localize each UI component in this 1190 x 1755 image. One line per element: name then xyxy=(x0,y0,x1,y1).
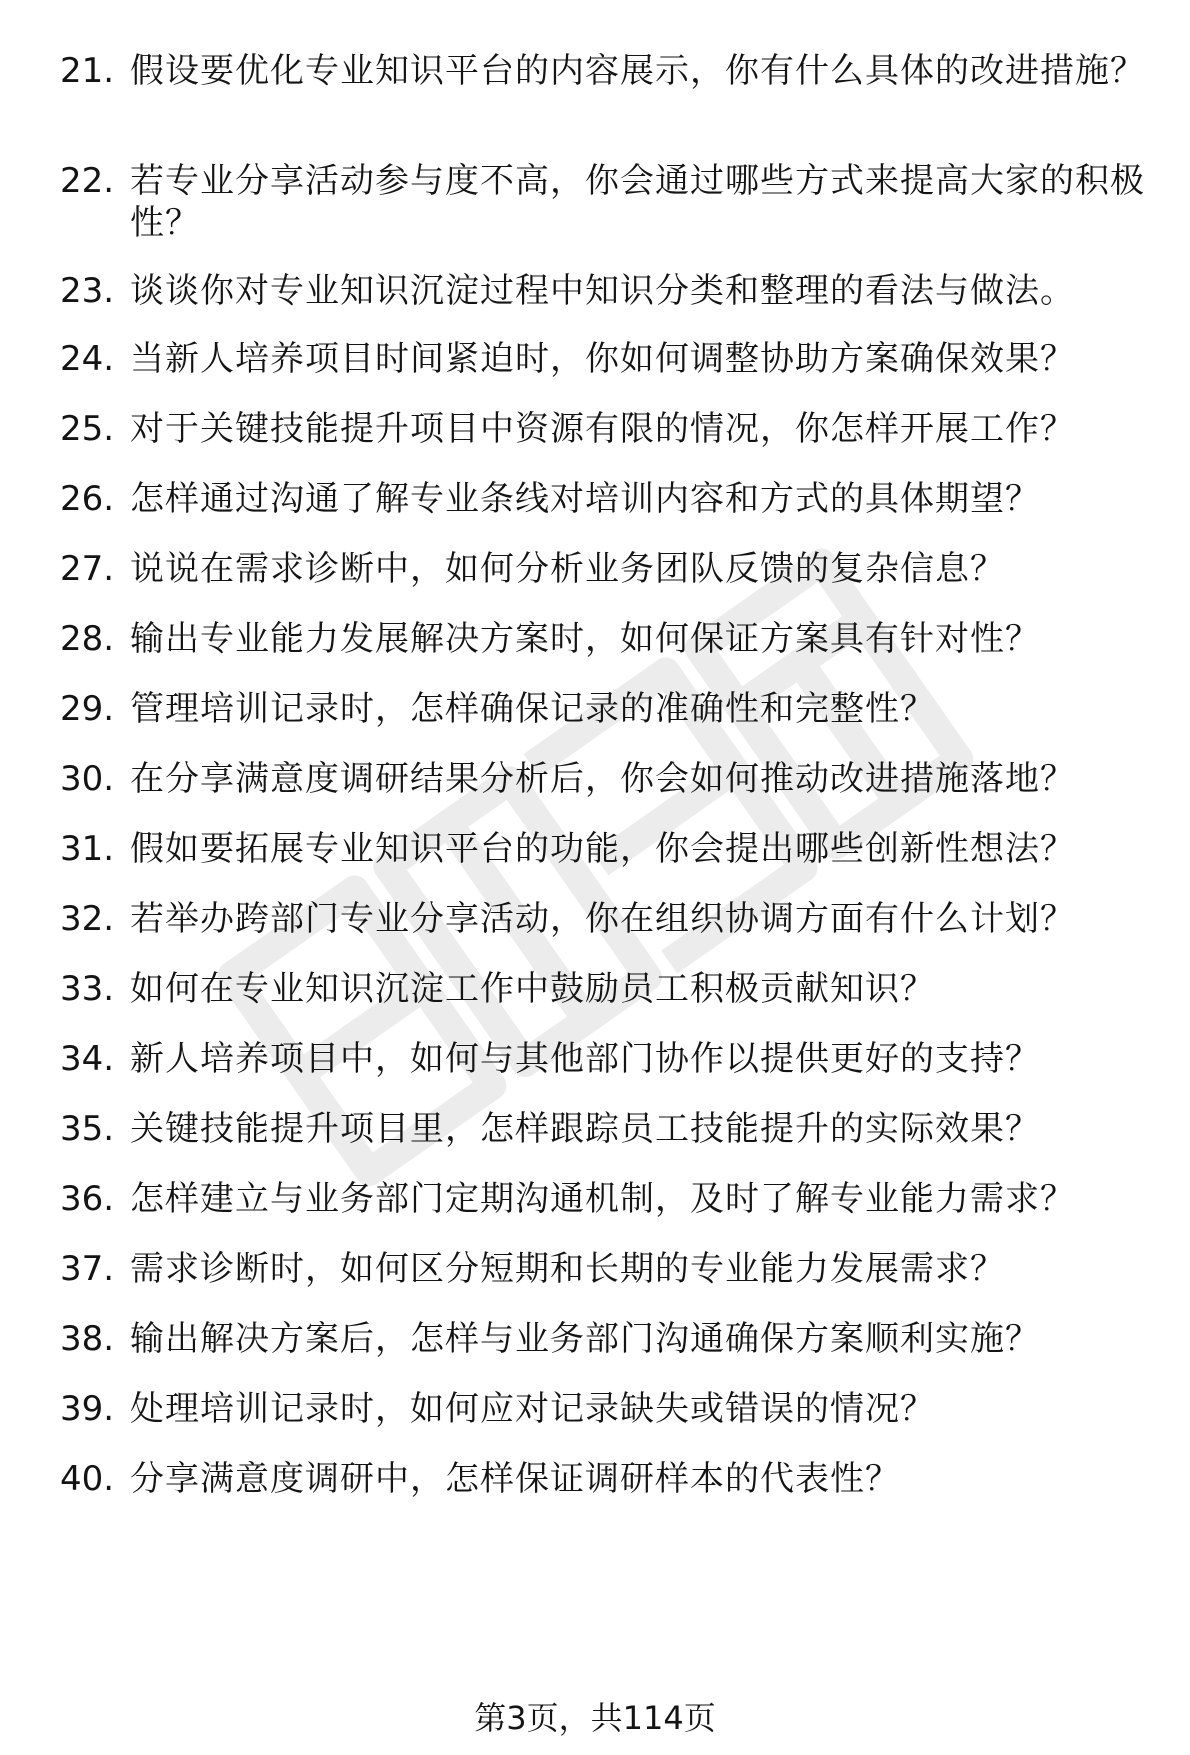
question-number: 38. xyxy=(60,1319,115,1359)
question-text: 假如要拓展专业知识平台的功能，你会提出哪些创新性想法？ xyxy=(130,829,1075,869)
question-number: 23. xyxy=(60,271,115,311)
question-number: 26. xyxy=(60,479,115,519)
list-item xyxy=(60,688,1150,730)
question-text: 怎样通过沟通了解专业条线对培训内容和方式的具体期望？ xyxy=(130,479,1040,519)
question-text: 需求诊断时，如何区分短期和长期的专业能力发展需求？ xyxy=(130,1249,1005,1289)
question-number: 21. xyxy=(60,51,115,91)
list-item xyxy=(60,160,1150,244)
list-item xyxy=(60,618,1150,660)
question-text: 处理培训记录时，如何应对记录缺失或错误的情况？ xyxy=(130,1389,935,1429)
list-item xyxy=(60,548,1150,590)
list-item xyxy=(60,1248,1150,1290)
question-text: 如何在专业知识沉淀工作中鼓励员工积极贡献知识？ xyxy=(130,969,935,1009)
question-text: 假设要优化专业知识平台的内容展示，你有什么具体的改进措施？ xyxy=(130,51,1145,91)
question-number: 33. xyxy=(60,969,115,1009)
list-item xyxy=(60,1038,1150,1080)
page-number-footer: 第3页，共114页 xyxy=(474,1699,716,1737)
question-number: 37. xyxy=(60,1249,115,1289)
list-item xyxy=(60,898,1150,940)
list-item xyxy=(60,1388,1150,1430)
question-number: 24. xyxy=(60,339,115,379)
question-number: 36. xyxy=(60,1179,115,1219)
list-item xyxy=(60,270,1150,312)
question-text: 若专业分享活动参与度不高，你会通过哪些方式来提高大家的积极性？ xyxy=(130,161,1145,243)
question-number: 39. xyxy=(60,1389,115,1429)
question-text: 管理培训记录时，怎样确保记录的准确性和完整性？ xyxy=(130,689,935,729)
question-text: 当新人培养项目时间紧迫时，你如何调整协助方案确保效果？ xyxy=(130,339,1075,379)
list-item xyxy=(60,1178,1150,1220)
question-number: 31. xyxy=(60,829,115,869)
question-number: 27. xyxy=(60,549,115,589)
question-text: 输出专业能力发展解决方案时，如何保证方案具有针对性？ xyxy=(130,619,1040,659)
question-number: 22. xyxy=(60,161,115,201)
question-text: 说说在需求诊断中，如何分析业务团队反馈的复杂信息？ xyxy=(130,549,1005,589)
question-number: 28. xyxy=(60,619,115,659)
question-text: 分享满意度调研中，怎样保证调研样本的代表性？ xyxy=(130,1459,900,1499)
question-number: 40. xyxy=(60,1459,115,1499)
list-item xyxy=(60,828,1150,870)
question-text: 在分享满意度调研结果分析后，你会如何推动改进措施落地？ xyxy=(130,759,1075,799)
list-item xyxy=(60,338,1150,380)
question-text: 关键技能提升项目里，怎样跟踪员工技能提升的实际效果？ xyxy=(130,1109,1040,1149)
list-item xyxy=(60,1108,1150,1150)
list-item xyxy=(60,758,1150,800)
list-item xyxy=(60,50,1150,92)
question-text: 新人培养项目中，如何与其他部门协作以提供更好的支持？ xyxy=(130,1039,1040,1079)
question-text: 输出解决方案后，怎样与业务部门沟通确保方案顺利实施？ xyxy=(130,1319,1040,1359)
list-item xyxy=(60,408,1150,450)
question-text: 若举办跨部门专业分享活动，你在组织协调方面有什么计划？ xyxy=(130,899,1075,939)
question-text: 怎样建立与业务部门定期沟通机制，及时了解专业能力需求？ xyxy=(130,1179,1075,1219)
list-item xyxy=(60,1318,1150,1360)
list-item xyxy=(60,478,1150,520)
list-item xyxy=(60,968,1150,1010)
list-item xyxy=(60,1458,1150,1500)
question-number: 29. xyxy=(60,689,115,729)
question-number: 30. xyxy=(60,759,115,799)
question-number: 25. xyxy=(60,409,115,449)
question-number: 35. xyxy=(60,1109,115,1149)
question-number: 32. xyxy=(60,899,115,939)
question-number: 34. xyxy=(60,1039,115,1079)
question-text: 谈谈你对专业知识沉淀过程中知识分类和整理的看法与做法。 xyxy=(130,271,1075,311)
question-text: 对于关键技能提升项目中资源有限的情况，你怎样开展工作？ xyxy=(130,409,1075,449)
